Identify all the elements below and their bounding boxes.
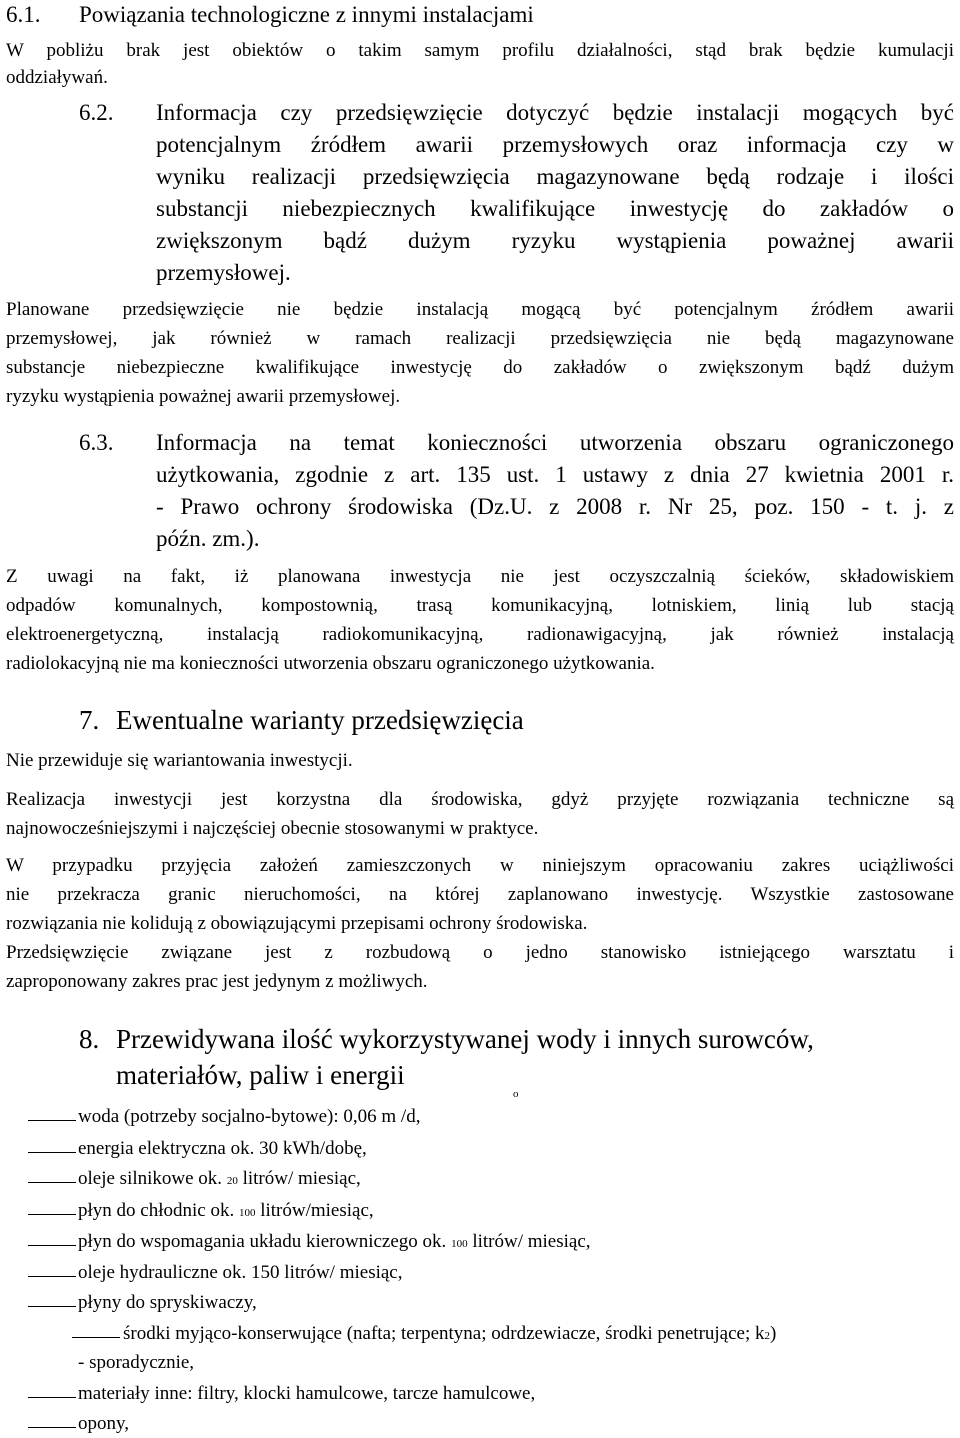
section-8-title-line-2: materiałów, paliw i energii [116, 1060, 405, 1090]
section-6-2-number: 6.2. [79, 100, 114, 125]
list-dash [28, 1152, 76, 1153]
section-7-title: Ewentualne warianty przedsięwzięcia [116, 705, 524, 735]
list-item-electricity: energia elektryczna ok. 30 kWh/dobę, [78, 1138, 367, 1159]
section-6-2-title-line-1: Informacja czy przedsięwzięcie dotyczyć będzie instalacji mogących być [156, 100, 954, 125]
list-dash [28, 1214, 76, 1215]
section-6-1-line-1: W pobliżu brak jest obiektów o takim samym profilu działalności, stąd brak będzie kumulacji [6, 40, 954, 61]
section-7-paragraph-4-line-1: Przedsięwzięcie związane jest z rozbudową o jedno stanowisko istniejącego warsztatu i [6, 942, 954, 963]
list-item-engine-oils: oleje silnikowe ok. 20 litrów/ miesiąc, [78, 1168, 361, 1189]
section-7-paragraph-3-line-1: W przypadku przyjęcia założeń zamieszczonych w niniejszym opracowaniu zakres uciążliwości [6, 855, 954, 876]
list-item-other-materials: materiały inne: filtry, klocki hamulcowe, tarcze hamulcowe, [78, 1383, 536, 1404]
section-6-2-title-line-4: substancji niebezpiecznych kwalifikujące inwestycję do zakładów o [156, 196, 954, 221]
list-dash [28, 1182, 76, 1183]
list-dash [72, 1337, 120, 1338]
section-7-paragraph-2-line-2: najnowocześniejszymi i najczęściej obecnie stosowanymi w praktyce. [6, 818, 539, 839]
section-7-paragraph-1: Nie przewiduje się wariantowania inwestycji. [6, 750, 353, 771]
section-6-3-body-line-3: elektroenergetyczną, instalacją radiokomunikacyjną, radionawigacyjną, jak również instalacją [6, 624, 954, 645]
section-6-3-title-line-2: użytkowania, zgodnie z art. 135 ust. 1 ustawy z dnia 27 kwietnia 2001 r. [156, 462, 954, 487]
section-6-2-title-line-2: potencjalnym źródłem awarii przemysłowych oraz informacja czy w [156, 132, 954, 157]
list-item-cleaning-agents: środki myjąco-konserwujące (nafta; terpentyna; odrdzewiacze, środki penetrujące; k2) [123, 1323, 777, 1344]
list-item-power-steering-fluid: płyn do wspomagania układu kierowniczego ok. 100 litrów/ miesiąc, [78, 1231, 591, 1252]
list-dash [28, 1276, 76, 1277]
superscript-o: o [513, 1088, 519, 1100]
section-6-3-title-line-3: - Prawo ochrony środowiska (Dz.U. z 2008 r. Nr 25, poz. 150 - t. j. z [156, 494, 954, 519]
section-6-2-body-line-2: przemysłowej, jak również w ramach realizacji przedsięwzięcia nie będą magazynowane [6, 328, 954, 349]
section-6-2-title-line-6: przemysłowej. [156, 260, 291, 285]
section-6-2-body-line-3: substancje niebezpieczne kwalifikujące inwestycję do zakładów o zwiększonym bądź dużym [6, 357, 954, 378]
list-item-water: woda (potrzeby socjalno-bytowe): 0,06 m /d, [78, 1106, 421, 1127]
section-6-3-body-line-1: Z uwagi na fakt, iż planowana inwestycja nie jest oczyszczalnią ścieków, składowiskiem [6, 566, 954, 587]
section-6-2-title-line-5: zwiększonym bądź dużym ryzyku wystąpienia poważnej awarii [156, 228, 954, 253]
section-7-number: 7. [79, 705, 100, 735]
section-6-2-body-line-4: ryzyku wystąpienia poważnej awarii przemysłowej. [6, 386, 401, 407]
section-7-paragraph-3-line-3: rozwiązania nie kolidują z obowiązującymi przepisami ochrony środowiska. [6, 913, 588, 934]
list-dash [28, 1245, 76, 1246]
list-dash [28, 1397, 76, 1398]
section-6-2-title-line-3: wyniku realizacji przedsięwzięcia magazynowane będą rodzaje i ilości [156, 164, 954, 189]
list-item-coolant: płyn do chłodnic ok. 100 litrów/miesiąc, [78, 1200, 374, 1221]
section-7-paragraph-4-line-2: zaproponowany zakres prac jest jedynym z możliwych. [6, 971, 428, 992]
section-6-3-body-line-4: radiolokacyjną nie ma konieczności utworzenia obszaru ograniczonego użytkowania. [6, 653, 655, 674]
section-6-1-number: 6.1. [6, 2, 41, 27]
section-6-1-title: Powiązania technologiczne z innymi instalacjami [79, 2, 534, 27]
section-6-1-line-2: oddziaływań. [6, 67, 108, 88]
section-7-paragraph-2-line-1: Realizacja inwestycji jest korzystna dla środowiska, gdyż przyjęte rozwiązania techniczne są [6, 789, 954, 810]
list-dash [28, 1427, 76, 1428]
list-item-cleaning-agents-continued: - sporadycznie, [78, 1352, 195, 1373]
section-8-title-line-1: Przewidywana ilość wykorzystywanej wody i innych surowców, [116, 1024, 814, 1054]
list-dash [28, 1306, 76, 1307]
section-8-number: 8. [79, 1024, 100, 1054]
list-item-hydraulic-oils: oleje hydrauliczne ok. 150 litrów/ miesiąc, [78, 1262, 403, 1283]
section-6-3-title-line-1: Informacja na temat konieczności utworzenia obszaru ograniczonego [156, 430, 954, 455]
section-6-3-number: 6.3. [79, 430, 114, 455]
list-item-washer-fluids: płyny do spryskiwaczy, [78, 1292, 257, 1313]
section-6-2-body-line-1: Planowane przedsięwzięcie nie będzie instalacją mogącą być potencjalnym źródłem awarii [6, 299, 954, 320]
section-6-3-body-line-2: odpadów komunalnych, kompostownią, trasą komunikacyjną, lotniskiem, linią lub stacją [6, 595, 954, 616]
section-6-3-title-line-4: późn. zm.). [156, 526, 260, 551]
section-7-paragraph-3-line-2: nie przekracza granic nieruchomości, na której zaplanowano inwestycję. Wszystkie zastosowane [6, 884, 954, 905]
list-item-tyres: opony, [78, 1413, 130, 1434]
list-dash [28, 1120, 76, 1121]
